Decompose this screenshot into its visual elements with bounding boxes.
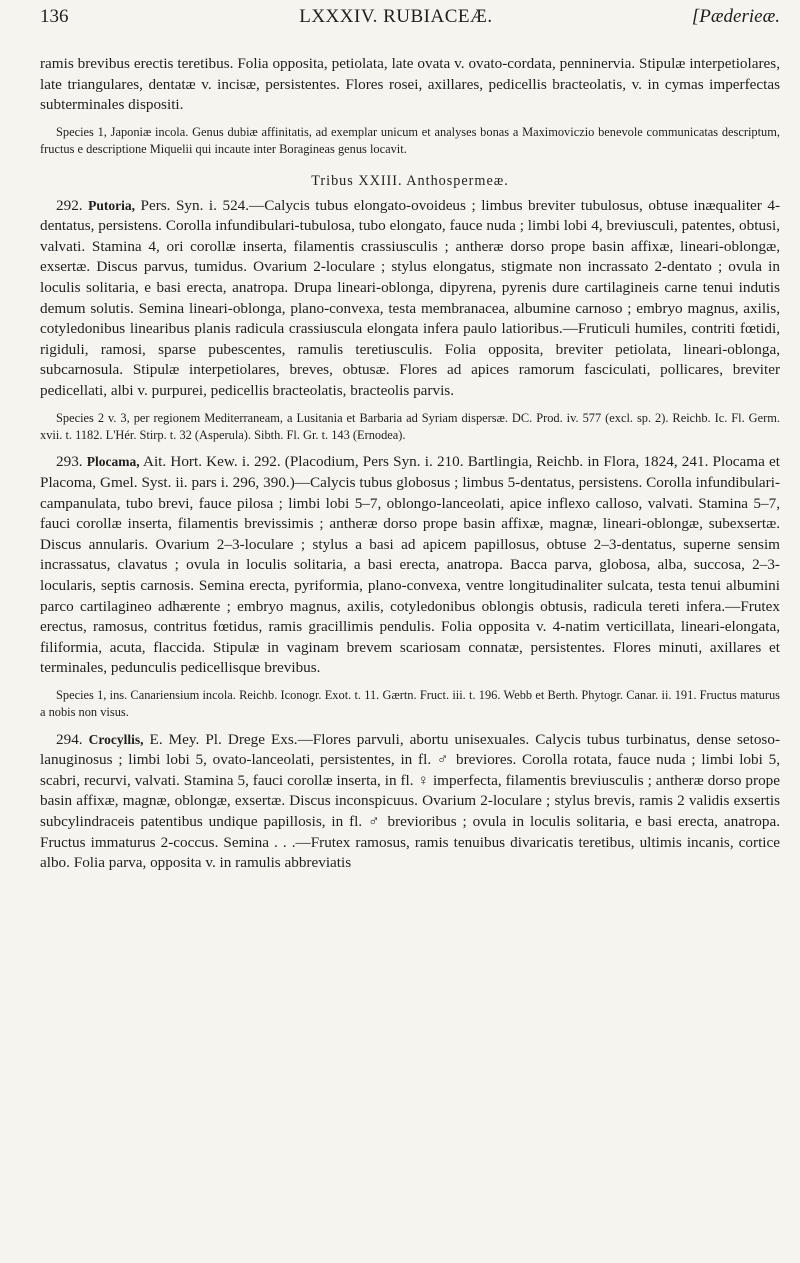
tribus-heading: Tribus XXIII. Anthospermeæ. — [311, 172, 509, 189]
intro-paragraph: ramis brevibus erectis teretibus. Folia opposita, petiolata, late ovata v. ovato-cordata, penninervia. Stipulæ interpetiolares, late triangulares, dentatæ v. incisæ, persistentes. Flores rosei, axillares, pedicellis bracteolatis, v. in cymas imperfectas subterminales dispositi. — [40, 55, 780, 114]
entry-number: 293. — [56, 453, 83, 471]
page — [40, 6, 780, 874]
species-note-plocama: Species 1, ins. Canariensium incola. Reichb. Iconogr. Exot. t. 11. Gærtn. Fruct. iii. t. 196. Webb et Berth. Phytogr. Canar. ii. 191. Fructus maturus a nobis non visus. — [40, 687, 780, 720]
page-number: 136 — [40, 6, 69, 27]
running-title: [Pæderieæ. — [691, 6, 780, 27]
entry-text: E. Mey. Pl. Drege Exs.—Flores parvuli, abortu unisexuales. Calycis tubus turbinatus, dense setoso-lanuginosus ; limbi lobi 5, ovato-lanceolati, persistentes, in fl. ♂ breviores. Corolla rotata, fauce nuda ; limbi lobi 5, scabri, recurvi, valvati. Stamina 5, fauci corollæ inserta, in fl. ♀ imperfecta, filamentis breviusculis ; antheræ dorso prope basin affixæ, magnæ, oblongæ, exsertæ. Discus inconspicuus. Ovarium 2-loculare ; stylus brevis, ramis 2 validis exsertis subcylindraceis patentibus undique papillosis, in fl. ♂ brevioribus ; ovula in loculis solitaria, e basi erecta, anatropa. Fructus immaturus 2-coccus. Semina . . .—Frutex ramosus, ramis tenuibus divaricatis teretibus, ultimis incanis, cortice albo. Folia parva, opposita v. in ramulis abbreviatis — [40, 730, 780, 872]
entry-putoria — [40, 196, 780, 402]
entry-text: Ait. Hort. Kew. i. 292. (Placodium, Pers Syn. i. 210. Bartlingia, Reichb. in Flora, 1824, 241. Plocama et Placoma, Gmel. Syst. ii. pars i. 296, 390.)—Calycis tubus globosus ; limbus 5-dentatus, persistens. Corolla infundibulari-campanulata, tubo brevi, fauce pilosa ; limbi lobi 5–7, oblongo-lanceolati, apice inflexo calloso, valvati. Stamina 5–7, fauci corollæ inserta, filamentis brevissimis ; antheræ dorso prope basin affixæ, magnæ, lineari-oblongæ, subexsertæ. Discus annularis. Ovarium 2–3-loculare ; stylus a basi ad apicem papillosus, obtuse 2–3-dentatus, superne sensim incrassatus, clavatus ; ovula in loculis solitaria, a basi erecta, anatropa. Bacca parva, globosa, alba, succosa, 2–3-locularis, septis carnosis. Semina erecta, pyriformia, plano-convexa, ventre longitudinaliter sulcata, testa tenui albumini parco cartilagineo adhærente ; embryo magnus, axilis, cotyledonibus oblongis obtusis, radicula tereti infera.—Frutex erectus, ramosus, contritus fœtidus, ramis gracillimis pendulis. Folia opposita v. 4-natim verticillata, lineari-elongata, filiformia, acuta, flaccida. Stipulæ in vaginam brevem scariosam connatæ, persistentes. Flores minuti, axillares et terminales, pedunculis pedicellisque brevibus. — [40, 453, 780, 677]
entry-plocama — [40, 452, 780, 679]
genus-name: Plocama, — [86, 454, 140, 470]
entry-crocyllis — [40, 730, 780, 874]
genus-name: Putoria, — [88, 197, 135, 213]
entry-text: Pers. Syn. i. 524.—Calycis tubus elongato-ovoideus ; limbus breviter tubulosus, obtuse inæqualiter 4-dentatus, persistens. Corolla infundibulari-tubulosa, tubo elongato, fauce nuda ; limbi lobi 4, breviusculi, patentes, obtusi, valvati. Stamina 4, ori corollæ inserta, filamentis crassiusculis ; antheræ dorso prope basin affixæ, lineari-oblongæ, exsertæ. Discus parvus, tumidus. Ovarium 2-loculare ; stylus elongatus, stigmate non incrassato 2-dentato ; ovula in loculis solitaria, e basi erecta, anatropa. Drupa lineari-oblonga, dipyrena, pyrenis dure cartilagineis carne tenui indutis demum solutis. Semina lineari-oblonga, plano-convexa, testa membranacea, albumine carnoso ; embryo magnus, axilis, cotyledonibus linearibus planis radicula crassiuscula elongata infera paulo latioribus.—Fruticuli humiles, contriti fœtidi, rigiduli, ramosi, sparse pubescentes, ramulis teretiusculis. Folia opposita, breviter petiolata, lineari-oblonga, subcarnosula. Stipulæ interpetiolares, breves, obtusæ. Flores ad apices ramorum fasciculati, pollicares, breviter pedicellati, albi v. purpurei, pedicellis bracteolatis, bracteolis parvis. — [40, 196, 781, 399]
genus-name: Crocyllis, — [88, 731, 144, 747]
entry-number: 292. — [56, 196, 83, 214]
intro-species-note: Species 1, Japoniæ incola. Genus dubiæ affinitatis, ad exemplar unicum et analyses bonas a Maximoviczio benevole communicatas descriptum, fructus e descriptione Miquelii qui incaute inter Boragineas genus locavit. — [40, 124, 780, 157]
entry-number: 294. — [56, 730, 83, 748]
page-header — [40, 6, 780, 36]
chapter-title: LXXXIV. RUBIACEÆ. — [299, 6, 493, 27]
species-note-putoria: Species 2 v. 3, per regionem Mediterraneam, a Lusitania et Barbaria ad Syriam dispersæ. DC. Prod. iv. 577 (excl. sp. 2). Reichb. Ic. Fl. Germ. xvii. t. 1182. L'Hér. Stirp. t. 32 (Asperula). Sibth. Fl. Gr. t. 143 (Ernodea). — [40, 410, 780, 442]
